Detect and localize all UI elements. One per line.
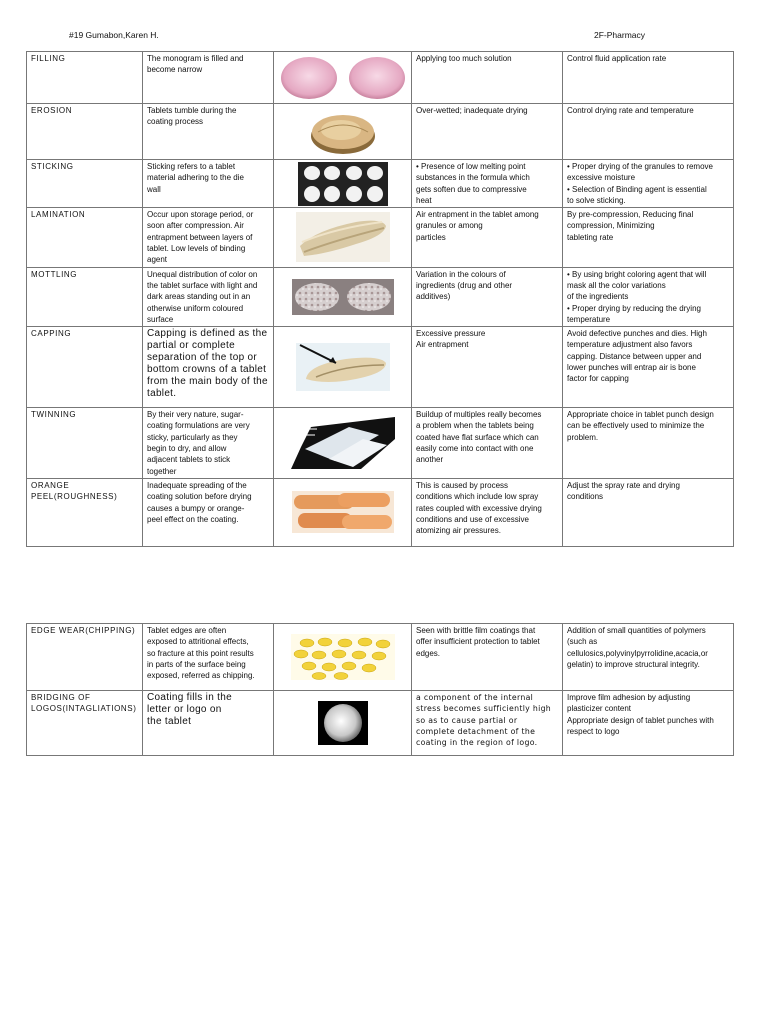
defect-name: ORANGE PEEL(ROUGHNESS): [27, 478, 143, 546]
defect-cause: Buildup of multiples really becomes a problem when the tablets being coated have flat surface which can easily come into contact with one another: [412, 408, 563, 479]
defect-cause: a component of the internal stress becomes sufficiently high so as to cause partial or complete detachment of the coating in the region of logo.: [412, 691, 563, 756]
bridged-logo-tablet-image: [274, 691, 412, 756]
table-row: [27, 478, 734, 546]
table-row: [27, 52, 734, 104]
defect-description: Tablets tumble during the coating process: [143, 104, 274, 160]
coating-defects-table-2: [26, 623, 734, 756]
table-row: [27, 267, 734, 326]
defect-description: Inadequate spreading of the coating solution before drying causes a bumpy or orange- peel effect on the coating.: [143, 478, 274, 546]
defect-cause: • Presence of low melting point substances in the formula which gets soften due to compressive heat: [412, 160, 563, 208]
defect-description: By their very nature, sugar- coating formulations are very sticky, particularly as they begin to dry, and allow adjacent tablets to stick together: [143, 408, 274, 479]
table-row: [27, 691, 734, 756]
table-row: [27, 104, 734, 160]
defect-cause: Excessive pressure Air entrapment: [412, 327, 563, 408]
table-row: [27, 208, 734, 267]
course-header: 2F-Pharmacy: [594, 30, 646, 40]
two-pink-tablets-image: [274, 52, 412, 104]
defect-name: LAMINATION: [27, 208, 143, 267]
yellow-chipped-tablets-image: [274, 624, 412, 691]
defect-remedy: Control fluid application rate: [563, 52, 734, 104]
defect-name: TWINNING: [27, 408, 143, 479]
mottled-tablets-image: [274, 267, 412, 326]
defect-remedy: By pre-compression, Reducing final compression, Minimizing tableting rate: [563, 208, 734, 267]
defect-description: Unequal distribution of color on the tablet surface with light and dark areas standing out in an otherwise uniform coloured surface: [143, 267, 274, 326]
defect-name: FILLING: [27, 52, 143, 104]
defect-remedy: • By using bright coloring agent that will mask all the color variations of the ingredients • Proper drying by reducing the drying temperature: [563, 267, 734, 326]
orange-peel-caplets-image: [274, 478, 412, 546]
author-header: #19 Gumabon,Karen H.: [69, 30, 159, 40]
table-row: [27, 160, 734, 208]
defect-description: Sticking refers to a tablet material adhering to the die wall: [143, 160, 274, 208]
defect-name: BRIDGING OF LOGOS(INTAGLIATIONS): [27, 691, 143, 756]
defect-cause: Air entrapment in the tablet among granules or among particles: [412, 208, 563, 267]
defect-remedy: Adjust the spray rate and drying conditions: [563, 478, 734, 546]
table-row: [27, 624, 734, 691]
defect-cause: Applying too much solution: [412, 52, 563, 104]
coating-defects-table-1: [26, 51, 734, 547]
defect-cause: Over-wetted; inadequate drying: [412, 104, 563, 160]
twinned-tablets-image: [274, 408, 412, 479]
defect-name: STICKING: [27, 160, 143, 208]
defect-description: Capping is defined as the partial or complete separation of the top or bottom crowns of a tablet from the main body of the tablet.: [143, 327, 274, 408]
defect-remedy: • Proper drying of the granules to remove excessive moisture • Selection of Binding agent is essential to solve sticking.: [563, 160, 734, 208]
defect-description: Coating fills in the letter or logo on the tablet: [143, 691, 274, 756]
defect-name: MOTTLING: [27, 267, 143, 326]
defect-remedy: Appropriate choice in tablet punch design can be effectively used to minimize the problem.: [563, 408, 734, 479]
defect-cause: This is caused by process conditions which include low spray rates coupled with excessive drying conditions and use of excessive atomizing air pressures.: [412, 478, 563, 546]
defect-cause: Seen with brittle film coatings that offer insufficient protection to tablet edges.: [412, 624, 563, 691]
stuck-tablets-image: [274, 160, 412, 208]
defect-name: EDGE WEAR(CHIPPING): [27, 624, 143, 691]
defect-cause: Variation in the colours of ingredients (drug and other additives): [412, 267, 563, 326]
defect-remedy: Improve film adhesion by adjusting plasticizer content Appropriate design of tablet punches with respect to logo: [563, 691, 734, 756]
defect-description: The monogram is filled and become narrow: [143, 52, 274, 104]
capped-tablet-image: [274, 327, 412, 408]
defect-name: EROSION: [27, 104, 143, 160]
defect-description: Tablet edges are often exposed to attritional effects, so fracture at this point results in parts of the surface being exposed, referred as chipping.: [143, 624, 274, 691]
defect-remedy: Addition of small quantities of polymers (such as cellulosics,polyvinylpyrrolidine,acacia,or gelatin) to improve structural integrity.: [563, 624, 734, 691]
eroded-tablet-image: [274, 104, 412, 160]
defect-name: CAPPING: [27, 327, 143, 408]
defect-description: Occur upon storage period, or soon after compression. Air entrapment between layers of tablet. Low levels of binding agent: [143, 208, 274, 267]
defect-remedy: Control drying rate and temperature: [563, 104, 734, 160]
table-row: [27, 327, 734, 408]
defect-remedy: Avoid defective punches and dies. High temperature adjustment also favors capping. Distance between upper and lower punches will entrap air is bone factor for capping: [563, 327, 734, 408]
table-row: [27, 408, 734, 479]
laminated-tablet-image: [274, 208, 412, 267]
